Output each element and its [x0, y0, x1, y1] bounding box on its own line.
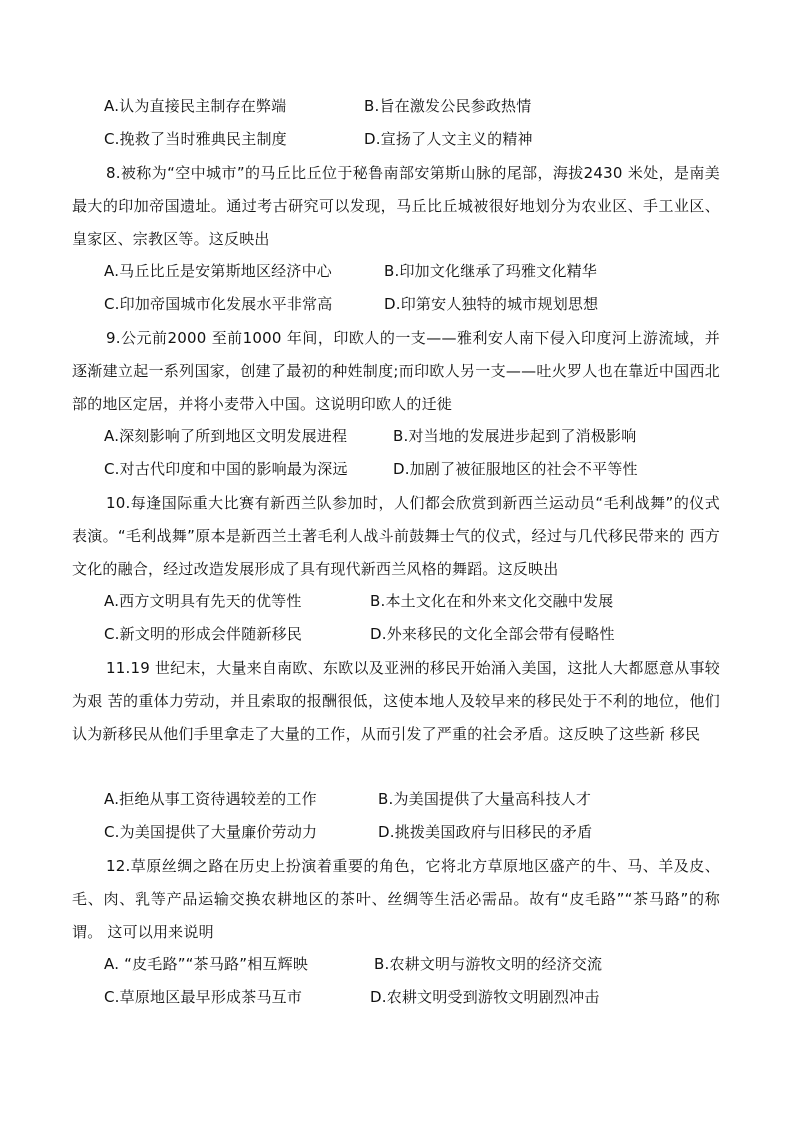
- q12-option-b: B.农耕文明与游牧文明的经济交流: [374, 955, 603, 973]
- q9-option-d: D.加剧了被征服地区的社会不平等性: [393, 460, 638, 478]
- q8-stem: 8.被称为“空中城市”的马丘比丘位于秘鲁南部安第斯山脉的尾部，海拔2430 米处，是南美最大的印加帝国遗址。通过考古研究可以发现，马丘比丘城被很好地划分为农业区、手工业区、皇家区、宗教区等。这反映出: [72, 164, 720, 248]
- q8-option-c: C.印加帝国城市化发展水平非常高: [104, 295, 333, 313]
- q9-option-b: B.对当地的发展进步起到了消极影响: [393, 427, 637, 445]
- q11-option-b: B.为美国提供了大量高科技人才: [378, 790, 592, 808]
- q10-option-a: A.西方文明具有先天的优等性: [104, 592, 302, 610]
- q7-option-c: C.挽救了当时雅典民主制度: [104, 130, 287, 148]
- q9-stem: 9.公元前2000 至前1000 年间，印欧人的一支——雅利安人南下侵入印度河上游流域，并逐渐建立起一系列国家，创建了最初的种姓制度;而印欧人另一支——吐火罗人也在靠近中国西北部的地区定居，并将小麦带入中国。这说明印欧人的迁徙: [72, 329, 720, 413]
- q12-stem: 12.草原丝绸之路在历史上扮演着重要的角色，它将北方草原地区盛产的牛、马、羊及皮、毛、肉、乳等产品运输交换农耕地区的茶叶、丝绸等生活必需品。故有“皮毛路”“茶马路”的称谓。 这可以用来说明: [72, 857, 720, 941]
- q8-option-a: A.马丘比丘是安第斯地区经济中心: [104, 262, 332, 280]
- q10-option-b: B.本土文化在和外来文化交融中发展: [370, 592, 614, 610]
- q12-option-a: A. “皮毛路”“茶马路”相互辉映: [104, 955, 309, 973]
- q7-option-d: D.宣扬了人文主义的精神: [364, 130, 533, 148]
- q12-option-c: C.草原地区最早形成茶马互市: [104, 988, 303, 1006]
- q8-option-b: B.印加文化继承了玛雅文化精华: [384, 262, 598, 280]
- q11-option-d: D.挑拨美国政府与旧移民的矛盾: [378, 823, 593, 841]
- q9-option-c: C.对古代印度和中国的影响最为深远: [104, 460, 348, 478]
- q7-option-a: A.认为直接民主制存在弊端: [104, 97, 287, 115]
- q11-option-c: C.为美国提供了大量廉价劳动力: [104, 823, 318, 841]
- q12-option-d: D.农耕文明受到游牧文明剧烈冲击: [370, 988, 600, 1006]
- q8-option-d: D.印第安人独特的城市规划思想: [384, 295, 599, 313]
- q11-option-a: A.拒绝从事工资待遇较差的工作: [104, 790, 317, 808]
- q9-option-a: A.深刻影响了所到地区文明发展进程: [104, 427, 348, 445]
- q10-stem: 10.每逢国际重大比赛有新西兰队参加时，人们都会欣赏到新西兰运动员“毛利战舞”的仪式表演。“毛利战舞”原本是新西兰土著毛利人战斗前鼓舞士气的仪式，经过与几代移民带来的 西方文化的融合，经过改造发展形成了具有现代新西兰风格的舞蹈。这反映出: [72, 494, 720, 578]
- q7-option-b: B.旨在激发公民参政热情: [364, 97, 532, 115]
- q11-stem: 11.19 世纪末，大量来自南欧、东欧以及亚洲的移民开始涌入美国，这批人大都愿意从事较为艰 苦的重体力劳动，并且索取的报酬很低，这使本地人及较早来的移民处于不利的地位，他们 认为新移民从他们手里拿走了大量的工作，从而引发了严重的社会矛盾。这反映了这些新 移民: [72, 659, 720, 743]
- q10-option-c: C.新文明的形成会伴随新移民: [104, 625, 303, 643]
- q10-option-d: D.外来移民的文化全部会带有侵略性: [370, 625, 615, 643]
